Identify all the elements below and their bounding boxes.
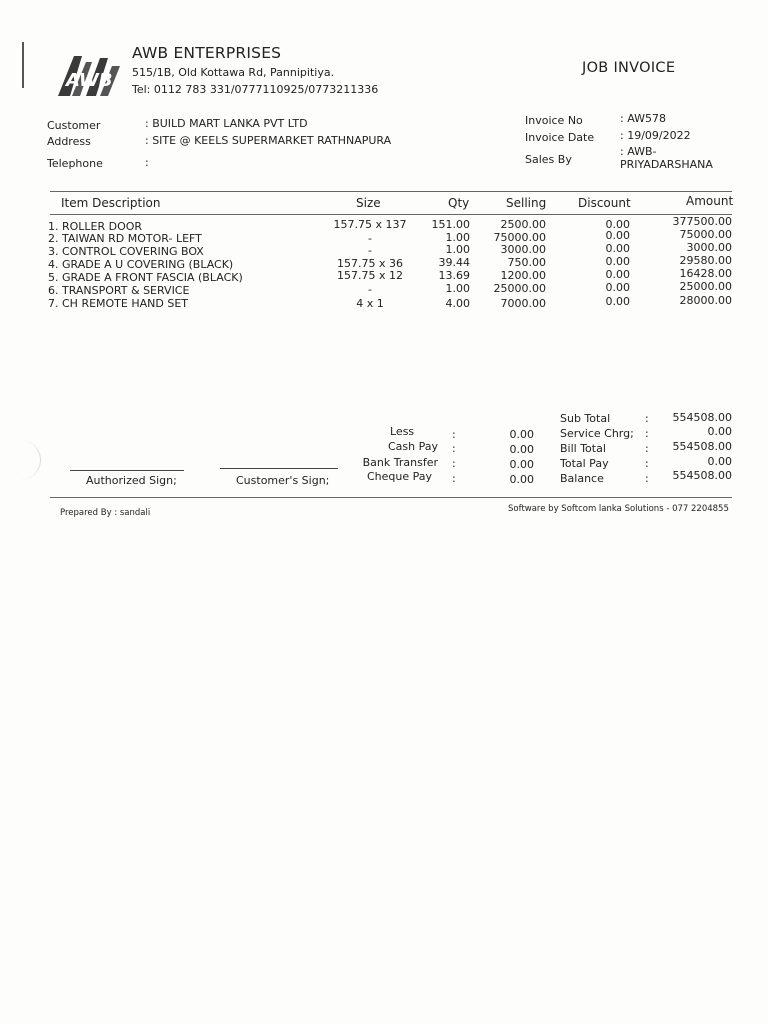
row-amount: 377500.00	[672, 215, 732, 228]
balance-label: Balance	[560, 472, 604, 485]
row-discount: 0.00	[605, 229, 630, 242]
row-qty: 1.00	[445, 282, 470, 295]
company-telephone: Tel: 0112 783 331/0777110925/0773211336	[132, 83, 379, 96]
customer-label: Customer	[47, 119, 101, 132]
row-description: 7. CH REMOTE HAND SET	[48, 297, 188, 310]
company-address: 515/1B, Old Kottawa Rd, Pannipitiya.	[132, 66, 335, 79]
invoice-date-label: Invoice Date	[525, 131, 595, 144]
total-pay-sep: :	[645, 457, 649, 470]
customer-sign-label: Customer's Sign;	[236, 474, 330, 487]
row-discount: 0.00	[605, 268, 630, 281]
row-qty: 13.69	[438, 269, 470, 282]
balance-value: 554508.00	[672, 469, 732, 482]
row-description: 3. CONTROL COVERING BOX	[48, 245, 204, 258]
bill-total-sep: :	[645, 442, 649, 455]
bank-transfer-value: 0.00	[509, 458, 534, 471]
row-amount: 3000.00	[686, 241, 732, 254]
sales-by-label: Sales By	[525, 153, 572, 166]
row-qty: 4.00	[445, 297, 470, 310]
row-amount: 25000.00	[679, 280, 732, 293]
col-header-amount: Amount	[686, 194, 734, 208]
service-charge-value: 0.00	[707, 425, 732, 438]
table-header-rule	[50, 214, 732, 215]
less-label: Less	[390, 425, 415, 438]
row-selling: 7000.00	[500, 297, 546, 310]
telephone-value: :	[145, 156, 149, 169]
row-discount: 0.00	[605, 295, 630, 308]
col-header-qty: Qty	[448, 196, 470, 210]
scan-edge-mark	[22, 42, 24, 88]
cheque-pay-value: 0.00	[509, 473, 534, 486]
bank-transfer-sep: :	[452, 457, 456, 470]
row-discount: 0.00	[605, 255, 630, 268]
row-selling: 3000.00	[500, 243, 546, 256]
row-selling: 1200.00	[500, 269, 546, 282]
row-qty: 1.00	[445, 243, 470, 256]
sales-by-value-1: : AWB-	[620, 145, 657, 158]
row-discount: 0.00	[605, 281, 630, 294]
cash-pay-value: 0.00	[509, 443, 534, 456]
invoice-no-label: Invoice No	[525, 114, 583, 127]
less-value: 0.00	[509, 428, 534, 441]
row-description: 4. GRADE A U COVERING (BLACK)	[48, 258, 234, 271]
row-selling: 750.00	[507, 256, 546, 269]
cash-pay-sep: :	[452, 442, 456, 455]
row-selling: 2500.00	[500, 218, 546, 231]
invoice-date-value: : 19/09/2022	[620, 129, 691, 142]
row-description: 6. TRANSPORT & SERVICE	[48, 284, 190, 297]
col-header-size: Size	[356, 196, 381, 210]
row-qty: 39.44	[438, 256, 470, 269]
col-header-discount: Discount	[578, 196, 631, 210]
row-description: 2. TAIWAN RD MOTOR- LEFT	[48, 232, 202, 245]
sub-total-sep: :	[645, 412, 649, 425]
row-size: 157.75 x 36	[337, 257, 403, 270]
sub-total-label: Sub Total	[560, 412, 611, 425]
balance-sep: :	[645, 472, 649, 485]
row-discount: 0.00	[605, 218, 630, 231]
less-sep: :	[452, 428, 456, 441]
bill-total-label: Bill Total	[560, 442, 606, 455]
address-label: Address	[47, 135, 91, 148]
sales-by-value-2: PRIYADARSHANA	[620, 158, 713, 171]
authorized-sign-label: Authorized Sign;	[86, 474, 177, 487]
row-description: 5. GRADE A FRONT FASCIA (BLACK)	[48, 271, 243, 284]
telephone-label: Telephone	[47, 157, 103, 170]
row-size: 157.75 x 12	[337, 269, 403, 282]
company-logo	[52, 52, 124, 98]
cheque-pay-sep: :	[452, 472, 456, 485]
row-description: 1. ROLLER DOOR	[48, 220, 143, 233]
row-amount: 28000.00	[679, 294, 732, 307]
row-amount: 16428.00	[679, 267, 732, 280]
row-qty: 1.00	[445, 231, 470, 244]
authorized-sign-line	[70, 470, 184, 471]
customer-sign-line	[220, 468, 338, 469]
row-selling: 75000.00	[493, 231, 546, 244]
row-selling: 25000.00	[493, 282, 546, 295]
address-value: : SITE @ KEELS SUPERMARKET RATHNAPURA	[145, 134, 392, 147]
invoice-no-value: : AW578	[620, 112, 666, 125]
bill-total-value: 554508.00	[672, 440, 732, 453]
col-header-selling: Selling	[506, 196, 547, 210]
company-name: AWB ENTERPRISES	[132, 44, 282, 62]
service-charge-sep: :	[645, 427, 649, 440]
scan-hole-mark	[4, 440, 41, 480]
software-credit: Software by Softcom lanka Solutions - 077 2204855	[508, 504, 729, 514]
customer-value: : BUILD MART LANKA PVT LTD	[145, 117, 308, 130]
row-size: -	[368, 232, 372, 245]
row-size: 4 x 1	[356, 297, 384, 310]
cash-pay-label: Cash Pay	[387, 440, 438, 453]
total-pay-label: Total Pay	[560, 457, 609, 470]
row-size: -	[368, 283, 372, 296]
logo-text: AWB	[66, 70, 113, 91]
prepared-by: Prepared By : sandali	[60, 508, 151, 518]
table-top-rule	[50, 191, 732, 192]
bank-transfer-label: Bank Transfer	[362, 456, 438, 469]
col-header-description: Item Description	[61, 196, 161, 210]
row-discount: 0.00	[605, 242, 630, 255]
cheque-pay-label: Cheque Pay	[366, 470, 432, 483]
total-pay-value: 0.00	[707, 455, 732, 468]
row-amount: 29580.00	[679, 254, 732, 267]
sub-total-value: 554508.00	[672, 411, 732, 424]
service-charge-label: Service Chrg;	[560, 427, 634, 440]
row-size: 157.75 x 137	[333, 218, 407, 231]
footer-rule	[50, 497, 732, 498]
row-amount: 75000.00	[679, 228, 732, 241]
document-title: JOB INVOICE	[582, 60, 676, 76]
row-qty: 151.00	[431, 218, 470, 231]
row-size: -	[368, 244, 372, 257]
